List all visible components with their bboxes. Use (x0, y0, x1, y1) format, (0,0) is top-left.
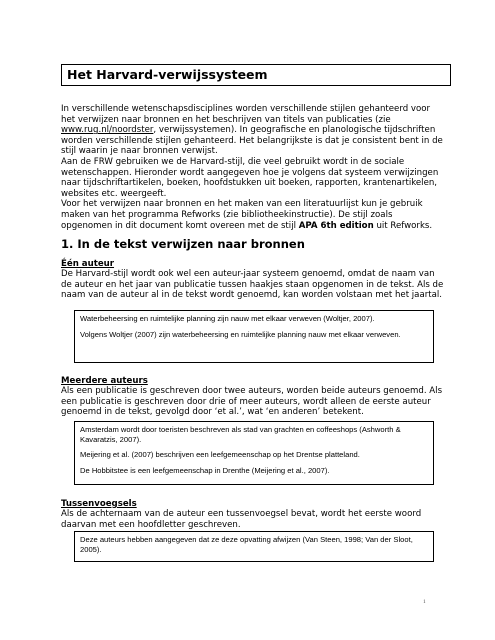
intro-paragraph-1: In verschillende wetenschapsdisciplines worden verschillende stijlen gehanteerd voor het verwijzen naar bronnen en het beschrijven van titels van publicaties (zie www.rug.nl/noordster, verwijssystemen). In geografische en planologische tijdschriften worden verschillende stijlen gehanteerd. Het belangrijkste is dat je consistent bent in de stijl waarin je naar bronnen verwijst. (61, 104, 443, 157)
example-box-een-auteur (74, 310, 434, 363)
example-line: Amsterdam wordt door toeristen beschreven als stad van grachten en coffeeshops (Ashworth & Kavaratzis, 2007). (80, 425, 401, 444)
tv-head: Tussenvoegsels (61, 499, 137, 509)
page-title: Het Harvard-verwijssysteem (61, 64, 451, 86)
example-line: Meijering et al. (2007) beschrijven een leefgemeenschap op het Drentse platteland. (80, 450, 360, 460)
example-line: Volgens Woltjer (2007) zijn waterbeheersing en ruimtelijke planning nauw met elkaar verweven. (80, 329, 401, 339)
intro-paragraph-2: Aan de FRW gebruiken we de Harvard-stijl, die veel gebruikt wordt in de sociale wetenschappen. Hieronder wordt aangegeven hoe je volgens dat systeem verwijzingen naar tijdschriftartikelen, boeken, hoofdstukken uit boeken, rapporten, krantenartikelen, websites etc. weergeeft. (61, 156, 439, 199)
tussenvoegsels-text: Als de achternaam van de auteur een tussenvoegsel bevat, wordt het eerste woord daarvan met een hoofdletter geschreven. (61, 509, 422, 530)
meerdere-auteurs-text: Als een publicatie is geschreven door twee auteurs, worden beide auteurs genoemd. Als een publicatie is geschreven door drie of meer auteurs, wordt alleen de eerste auteur genoemd in de tekst, gevolgd door ‘et al.’, wat ‘en anderen’ betekent. (61, 386, 443, 418)
example-box-tussenvoegsels (74, 531, 434, 562)
noordster-link[interactable]: www.rug.nl/noordster (61, 125, 154, 136)
subheading-meerdere-auteurs: Meerdere auteurs (61, 376, 148, 386)
example-line: Waterbeheersing en ruimtelijke planning zijn nauw met elkaar verweven (Woltjer, 2007). (80, 314, 375, 323)
section-heading: 1. In de tekst verwijzen naar bronnen (61, 237, 305, 251)
intro-paragraph-3: Voor het verwijzen naar bronnen en het maken van een literatuurlijst kun je gebruik maken van het programma Refworks (zie bibliotheekinstructie). De stijl zoals opgenomen in dit document komt overeen met de stijl APA 6th edition uit Refworks. (61, 199, 433, 231)
example-box-meerdere-auteurs (74, 421, 434, 485)
page-number: 1 (423, 599, 426, 605)
example-line: De Hobbitstee is een leefgemeenschap in Drenthe (Meijering et al., 2007). (80, 465, 330, 475)
subheading-een-auteur: Één auteur (61, 259, 115, 269)
example-line: Deze auteurs hebben aangegeven dat ze deze opvatting afwijzen (Van Steen, 1998; Van der Sloot, 2005). (80, 535, 413, 554)
een-auteur-text: De Harvard-stijl wordt ook wel een auteur-jaar systeem genoemd, omdat de naam van de auteur en het jaar van publicatie tussen haakjes staan opgenomen in de tekst. Als de naam van de auteur al in de tekst wordt genoemd, kan worden volstaan met het jaartal. (61, 269, 444, 301)
intro-text (61, 104, 446, 231)
